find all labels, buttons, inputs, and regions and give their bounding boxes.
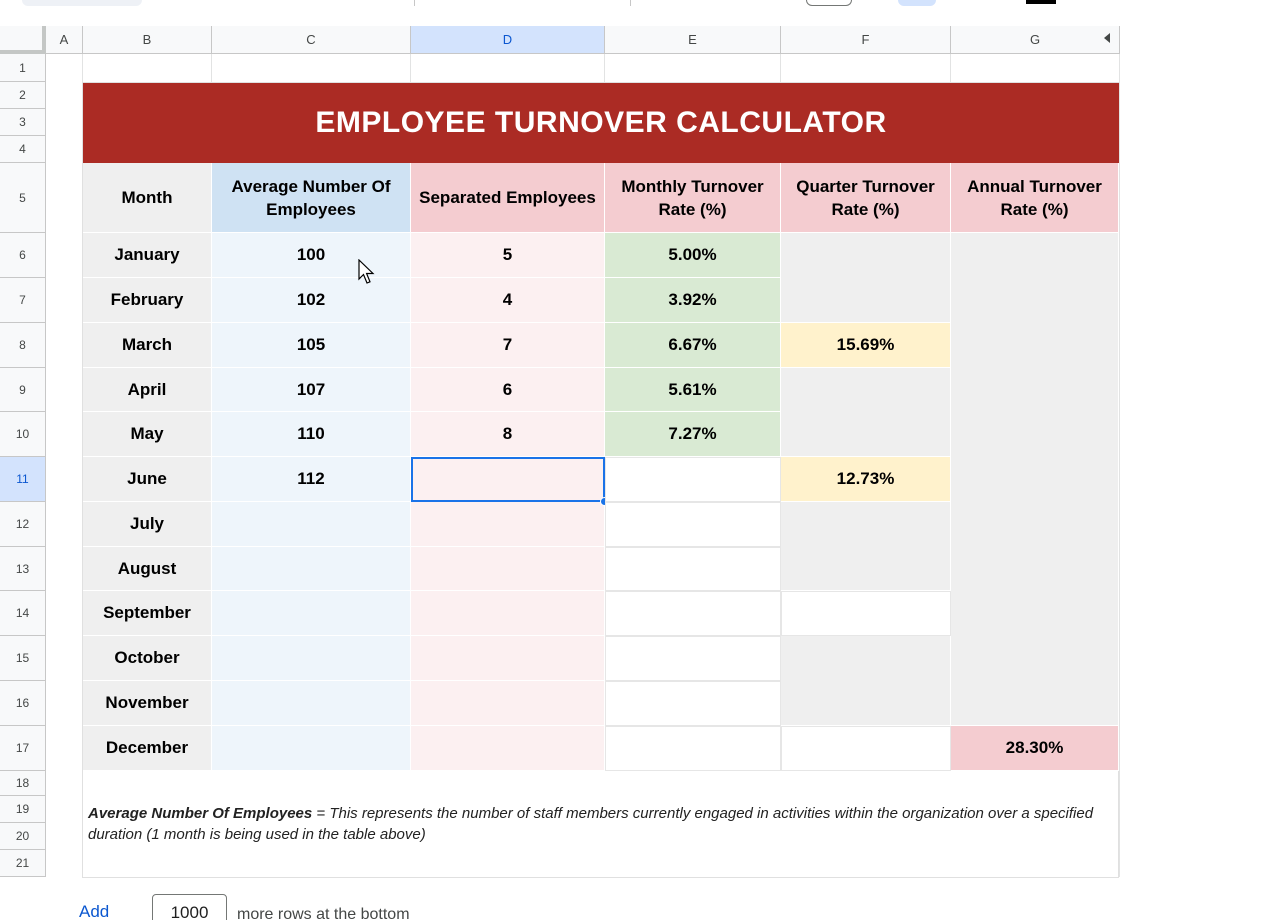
toolbar	[0, 0, 1280, 26]
separated-cell[interactable]	[411, 591, 605, 636]
separated-cell[interactable]	[411, 636, 605, 681]
month-cell[interactable]: April	[83, 368, 212, 412]
row-header[interactable]: 20	[0, 823, 46, 850]
monthly-rate-cell[interactable]	[605, 681, 781, 726]
column-header-d[interactable]: D	[411, 26, 605, 54]
separated-cell[interactable]: 7	[411, 323, 605, 368]
row-header[interactable]: 5	[0, 163, 46, 233]
toolbar-font-size[interactable]	[806, 0, 852, 6]
note-text: = This represents the number of staff members currently engaged in activities within the organization over a specified duration (1 month is being used in the table above)	[88, 805, 1094, 843]
monthly-rate-cell[interactable]	[605, 591, 781, 636]
row-header[interactable]: 1	[0, 54, 46, 82]
rows-suffix-label: more rows at the bottom	[237, 906, 410, 920]
separated-cell[interactable]	[411, 502, 605, 547]
column-header-a[interactable]: A	[46, 26, 83, 54]
month-cell[interactable]: October	[83, 636, 212, 681]
avg-employees-cell[interactable]: 102	[212, 278, 411, 323]
monthly-rate-cell[interactable]: 7.27%	[605, 412, 781, 457]
rows-count-input[interactable]: 1000	[152, 894, 227, 920]
toolbar-text-color-icon[interactable]	[1026, 0, 1056, 4]
month-cell[interactable]: May	[83, 412, 212, 457]
quarter-rate-q4[interactable]	[781, 726, 951, 771]
column-header-f[interactable]: F	[781, 26, 951, 54]
row-header[interactable]: 15	[0, 636, 46, 681]
header-monthly-turnover[interactable]: Monthly Turnover Rate (%)	[605, 163, 781, 233]
monthly-rate-cell[interactable]: 5.00%	[605, 233, 781, 278]
avg-employees-cell[interactable]: 105	[212, 323, 411, 368]
avg-employees-cell[interactable]: 107	[212, 368, 411, 412]
quarter-filler	[781, 502, 951, 591]
avg-employees-cell[interactable]: 112	[212, 457, 411, 502]
monthly-rate-cell[interactable]	[605, 547, 781, 591]
separated-cell-selected[interactable]	[411, 457, 605, 502]
row-header[interactable]: 4	[0, 136, 46, 163]
month-cell[interactable]: November	[83, 681, 212, 726]
note-term: Average Number Of Employees	[88, 805, 313, 822]
toolbar-bold-button[interactable]	[898, 0, 936, 6]
row-header-selected[interactable]: 11	[0, 457, 46, 502]
monthly-rate-cell[interactable]: 3.92%	[605, 278, 781, 323]
row-header[interactable]: 12	[0, 502, 46, 547]
row-header[interactable]: 21	[0, 850, 46, 877]
row-header[interactable]: 13	[0, 547, 46, 591]
row-header[interactable]: 6	[0, 233, 46, 278]
toolbar-search-pill[interactable]	[22, 0, 142, 6]
separated-cell[interactable]: 5	[411, 233, 605, 278]
annual-filler	[951, 233, 1119, 726]
header-average-employees[interactable]: Average Number Of Employees	[212, 163, 411, 233]
column-header-c[interactable]: C	[212, 26, 411, 54]
row-header[interactable]: 10	[0, 412, 46, 457]
add-rows-button[interactable]: Add	[79, 902, 110, 920]
avg-employees-cell[interactable]: 110	[212, 412, 411, 457]
separated-cell[interactable]	[411, 547, 605, 591]
separated-cell[interactable]	[411, 681, 605, 726]
avg-employees-cell[interactable]	[212, 636, 411, 681]
avg-employees-cell[interactable]	[212, 681, 411, 726]
avg-employees-cell[interactable]	[212, 726, 411, 771]
separated-cell[interactable]	[411, 726, 605, 771]
row-header[interactable]: 19	[0, 796, 46, 823]
select-all-corner[interactable]	[0, 26, 46, 54]
row-header[interactable]: 9	[0, 368, 46, 412]
row-header[interactable]: 7	[0, 278, 46, 323]
monthly-rate-cell[interactable]	[605, 726, 781, 771]
quarter-filler	[781, 636, 951, 726]
monthly-rate-cell[interactable]: 5.61%	[605, 368, 781, 412]
row-header[interactable]: 3	[0, 109, 46, 136]
header-quarter-turnover[interactable]: Quarter Turnover Rate (%)	[781, 163, 951, 233]
calculator-title[interactable]: EMPLOYEE TURNOVER CALCULATOR	[83, 83, 1119, 163]
row-header[interactable]: 16	[0, 681, 46, 726]
column-header-e[interactable]: E	[605, 26, 781, 54]
monthly-rate-cell[interactable]	[605, 636, 781, 681]
annual-rate-cell[interactable]: 28.30%	[951, 726, 1119, 771]
header-month[interactable]: Month	[83, 163, 212, 233]
column-header-g[interactable]: G	[951, 26, 1120, 54]
monthly-rate-cell[interactable]	[605, 502, 781, 547]
avg-employees-cell[interactable]	[212, 547, 411, 591]
quarter-filler	[781, 233, 951, 323]
row-header[interactable]: 18	[0, 771, 46, 796]
month-cell[interactable]: September	[83, 591, 212, 636]
month-cell[interactable]: August	[83, 547, 212, 591]
header-annual-turnover[interactable]: Annual Turnover Rate (%)	[951, 163, 1119, 233]
quarter-rate-q3[interactable]	[781, 591, 951, 636]
quarter-filler	[781, 368, 951, 457]
monthly-rate-cell[interactable]	[605, 457, 781, 502]
month-cell[interactable]: June	[83, 457, 212, 502]
row-header[interactable]: 14	[0, 591, 46, 636]
separated-cell[interactable]: 8	[411, 412, 605, 457]
header-separated-employees[interactable]: Separated Employees	[411, 163, 605, 233]
month-cell[interactable]: February	[83, 278, 212, 323]
mouse-pointer-icon	[358, 259, 376, 285]
separated-cell[interactable]: 6	[411, 368, 605, 412]
monthly-rate-cell[interactable]: 6.67%	[605, 323, 781, 368]
row-header[interactable]: 8	[0, 323, 46, 368]
avg-employees-cell[interactable]	[212, 502, 411, 547]
row-header[interactable]: 17	[0, 726, 46, 771]
column-header-b[interactable]: B	[83, 26, 212, 54]
month-cell[interactable]: July	[83, 502, 212, 547]
avg-employees-cell[interactable]	[212, 591, 411, 636]
month-cell[interactable]: December	[83, 726, 212, 771]
quarter-rate-q1[interactable]: 15.69%	[781, 323, 951, 368]
avg-employees-cell[interactable]: 100	[212, 233, 411, 278]
month-cell[interactable]: March	[83, 323, 212, 368]
month-cell[interactable]: January	[83, 233, 212, 278]
definition-note[interactable]	[88, 803, 1113, 845]
column-header-bar	[0, 26, 1120, 54]
separated-cell[interactable]: 4	[411, 278, 605, 323]
scroll-left-icon[interactable]	[1104, 33, 1110, 43]
quarter-rate-q2[interactable]: 12.73%	[781, 457, 951, 502]
row-header[interactable]: 2	[0, 82, 46, 109]
